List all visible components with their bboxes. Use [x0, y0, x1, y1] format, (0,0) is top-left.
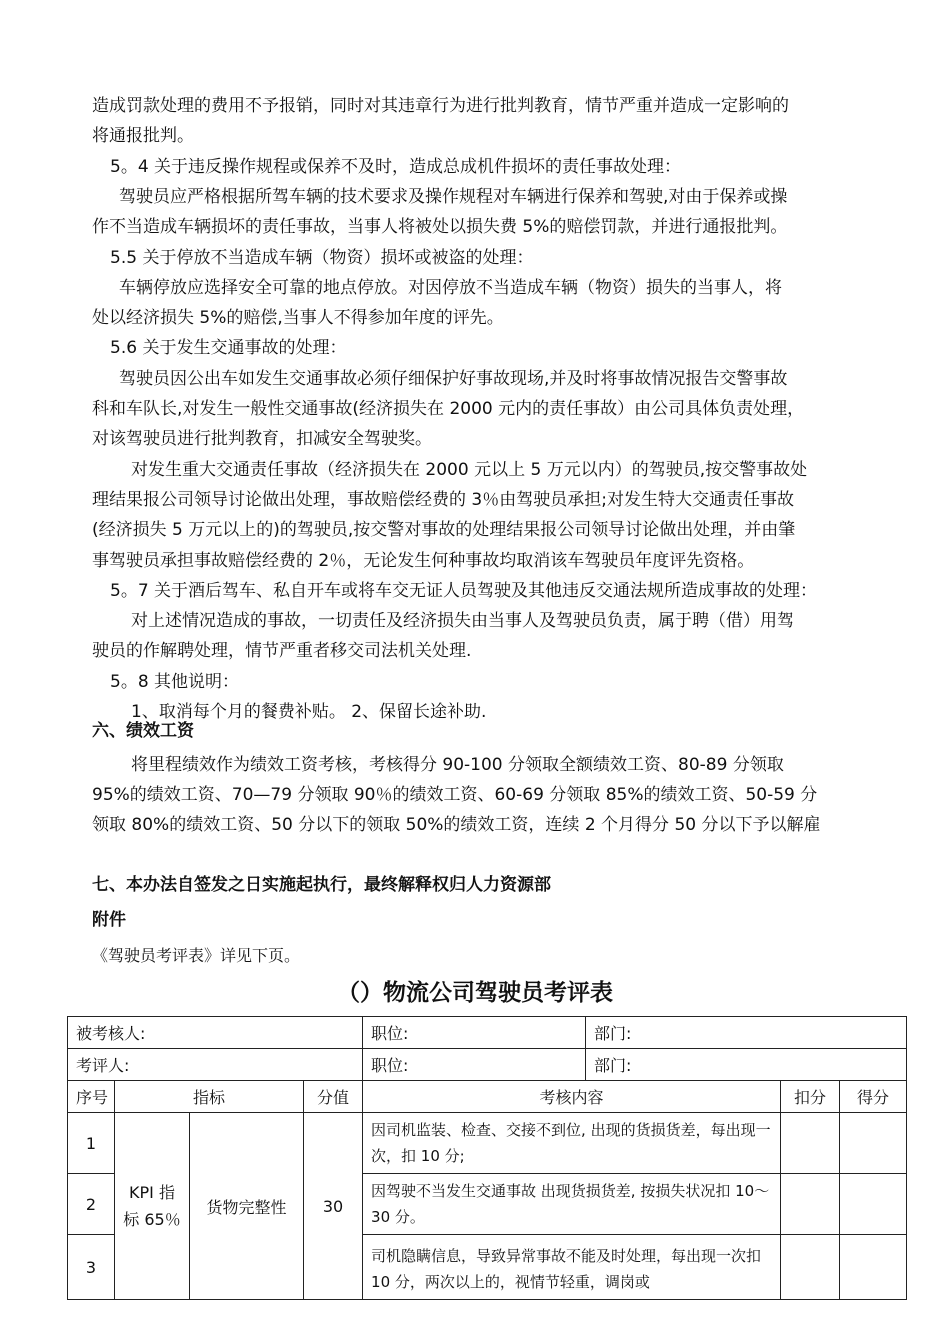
- row-seq: 3: [68, 1235, 115, 1300]
- score-cell[interactable]: [840, 1235, 907, 1300]
- info-row: [68, 1049, 907, 1081]
- row-content: 司机隐瞒信息，导致异常事故不能及时处理，每出现一次扣 10 分，两次以上的，视情节轻重，调岗或: [363, 1235, 781, 1300]
- row-seq: 1: [68, 1113, 115, 1174]
- body-line: 车辆停放应选择安全可靠的地点停放。对因停放不当造成车辆（物资）损失的当事人，将: [119, 278, 782, 298]
- body-line: (经济损失 5 万元以上的)的驾驶员,按交警对事故的处理结果报公司领导讨论做出处理，并由肇: [92, 520, 796, 540]
- section-6-line: 领取 80%的绩效工资、50 分以下的领取 50%的绩效工资，连续 2 个月得分 50 分以下予以解雇: [92, 815, 821, 835]
- header-deduct: 扣分: [781, 1081, 840, 1113]
- row-seq: 2: [68, 1174, 115, 1235]
- info-cell: 职位:: [363, 1017, 586, 1049]
- section-7-heading: 七、本办法自签发之日实施起执行，最终解释权归人力资源部: [92, 875, 551, 895]
- indicator-name: 货物完整性: [190, 1113, 304, 1300]
- row-content: 因司机监装、检查、交接不到位, 出现的货损货差，每出现一次，扣 10 分;: [363, 1113, 781, 1174]
- row-content: 因驾驶不当发生交通事故 出现货损货差, 按损失状况扣 10～30 分。: [363, 1174, 781, 1235]
- body-line: 将通报批判。: [92, 126, 194, 146]
- body-line: 对上述情况造成的事故，一切责任及经济损失由当事人及驾驶员负责，属于聘（借）用驾: [131, 611, 794, 631]
- body-line: 1、取消每个月的餐费补贴。 2、保留长途补助.: [131, 702, 487, 722]
- body-line: 理结果报公司领导讨论做出处理，事故赔偿经费的 3％由驾驶员承担;对发生特大交通责任事故: [92, 490, 794, 510]
- info-row: [68, 1017, 907, 1049]
- body-line: 驶员的作解聘处理，情节严重者移交司法机关处理.: [92, 641, 472, 661]
- body-line: 对该驾驶员进行批判教育，扣减安全驾驶奖。: [92, 429, 432, 449]
- kpi-group: KPI 指标 65％: [115, 1113, 190, 1300]
- attachment-heading: 附件: [92, 910, 126, 930]
- info-cell: 被考核人:: [68, 1017, 363, 1049]
- header-row: [68, 1081, 907, 1113]
- header-score: 得分: [840, 1081, 907, 1113]
- body-line: 事驾驶员承担事故赔偿经费的 2％，无论发生何种事故均取消该车驾驶员年度评先资格。: [92, 551, 755, 571]
- body-line: 5。4 关于违反操作规程或保养不及时，造成总成机件损坏的责任事故处理：: [110, 157, 682, 177]
- info-cell: 考评人:: [68, 1049, 363, 1081]
- body-line: 5.6 关于发生交通事故的处理：: [110, 338, 347, 358]
- deduct-cell[interactable]: [781, 1174, 840, 1235]
- score-cell[interactable]: [840, 1113, 907, 1174]
- info-cell: 部门:: [586, 1017, 907, 1049]
- section-6-heading: 六、绩效工资: [92, 721, 194, 741]
- score-cell[interactable]: [840, 1174, 907, 1235]
- section-6-line: 95%的绩效工资、70—79 分领取 90％的绩效工资、60-69 分领取 85%的绩效工资、50-59 分: [92, 785, 818, 805]
- body-line: 造成罚款处理的费用不予报销，同时对其违章行为进行批判教育，情节严重并造成一定影响的: [92, 96, 789, 116]
- body-line: 处以经济损失 5%的赔偿,当事人不得参加年度的评先。: [92, 308, 504, 328]
- body-line: 作不当造成车辆损坏的责任事故，当事人将被处以损失费 5%的赔偿罚款，并进行通报批判。: [92, 217, 788, 237]
- deduct-cell[interactable]: [781, 1113, 840, 1174]
- table-row: [68, 1113, 907, 1174]
- body-line: 驾驶员应严格根据所驾车辆的技术要求及操作规程对车辆进行保养和驾驶,对由于保养或操: [119, 187, 788, 207]
- info-cell: 部门:: [586, 1049, 907, 1081]
- info-cell: 职位:: [363, 1049, 586, 1081]
- header-indicator: 指标: [115, 1081, 304, 1113]
- body-line: 5。8 其他说明：: [110, 672, 240, 692]
- attachment-note: 《驾驶员考评表》详见下页。: [92, 946, 301, 965]
- section-6-line: 将里程绩效作为绩效工资考核，考核得分 90-100 分领取全额绩效工资、80-89 分领取: [131, 755, 784, 775]
- driver-review-table: [67, 1016, 907, 1300]
- body-line: 5。7 关于酒后驾车、私自开车或将车交无证人员驾驶及其他违反交通法规所造成事故的处理：: [110, 581, 818, 601]
- header-seq: 序号: [68, 1081, 115, 1113]
- header-score-value: 分值: [304, 1081, 363, 1113]
- body-line: 5.5 关于停放不当造成车辆（物资）损坏或被盗的处理：: [110, 248, 534, 268]
- table-title: （）物流公司驾驶员考评表: [337, 979, 613, 1006]
- body-line: 对发生重大交通责任事故（经济损失在 2000 元以上 5 万元以内）的驾驶员,按交警事故处: [131, 460, 808, 480]
- deduct-cell[interactable]: [781, 1235, 840, 1300]
- indicator-value: 30: [304, 1113, 363, 1300]
- body-line: 科和车队长,对发生一般性交通事故(经济损失在 2000 元内的责任事故）由公司具体负责处理，: [92, 399, 805, 419]
- body-line: 驾驶员因公出车如发生交通事故必须仔细保护好事故现场,并及时将事故情况报告交警事故: [119, 369, 788, 389]
- header-content: 考核内容: [363, 1081, 781, 1113]
